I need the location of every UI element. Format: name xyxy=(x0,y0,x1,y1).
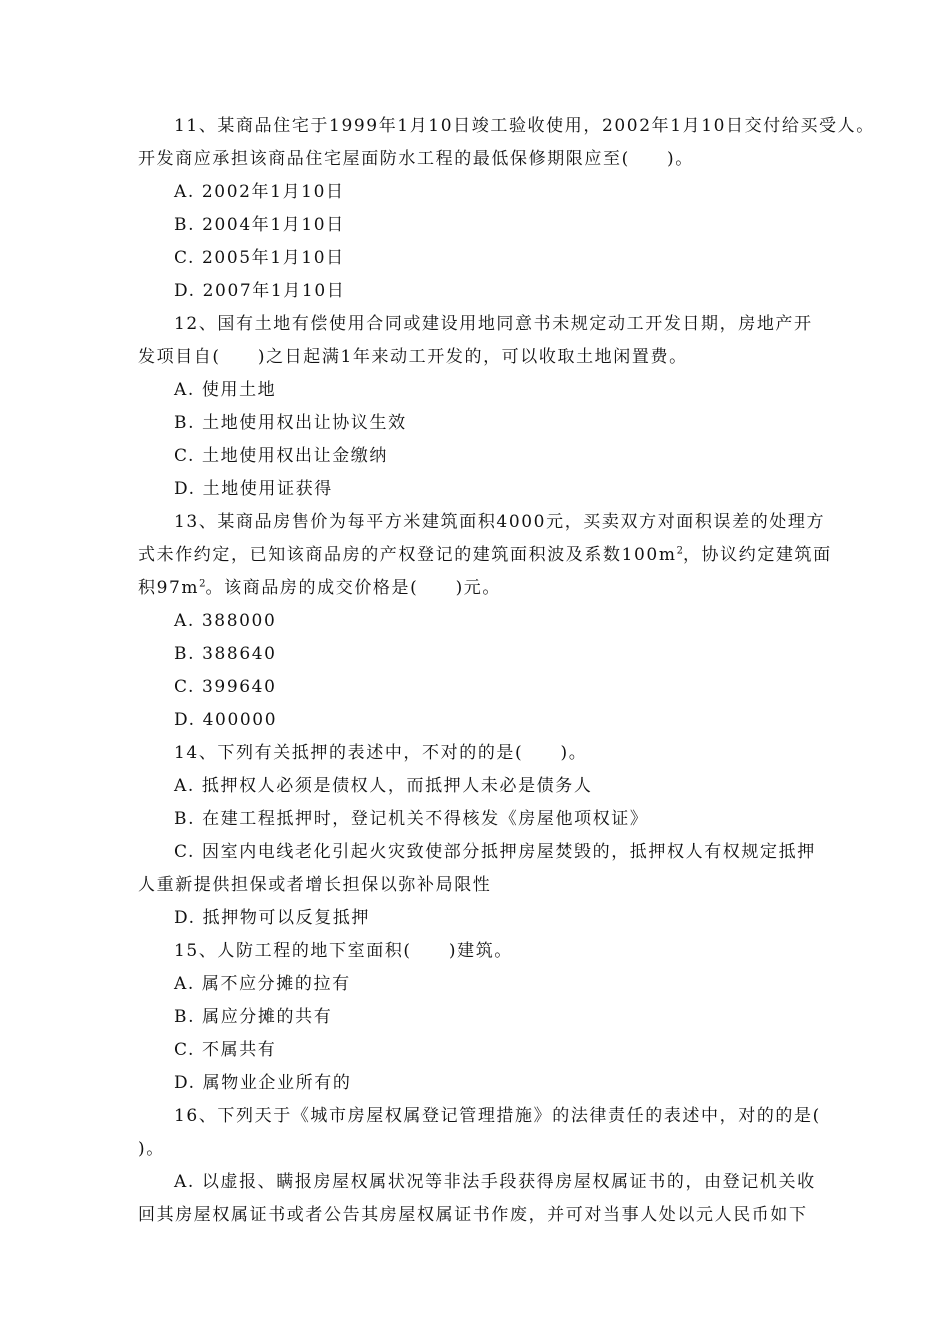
question-11-stem-line-2: 开发商应承担该商品住宅屋面防水工程的最低保修期限应至( )。 xyxy=(138,149,694,169)
question-14-option-d: D. 抵押物可以反复抵押 xyxy=(174,908,371,928)
question-12-stem-line-1: 12、国有土地有偿使用合同或建设用地同意书未规定动工开发日期，房地产开 xyxy=(174,314,813,334)
question-14-option-c-line-1: C. 因室内电线老化引起火灾致使部分抵押房屋焚毁的，抵押权人有权规定抵押 xyxy=(174,842,816,862)
question-13-stem-line-3-text: 积97m xyxy=(138,578,200,598)
question-15-option-a: A. 属不应分摊的拉有 xyxy=(174,974,351,994)
question-13-option-b: B. 388640 xyxy=(174,644,277,664)
question-15-option-d: D. 属物业企业所有的 xyxy=(174,1073,352,1093)
question-13-stem-line-2-text: 式未作约定，已知该商品房的产权登记的建筑面积波及系数100m xyxy=(138,545,677,565)
question-12-option-d: D. 土地使用证获得 xyxy=(174,479,333,499)
square-superscript: 2 xyxy=(676,545,683,557)
question-12-option-c: C. 土地使用权出让金缴纳 xyxy=(174,446,389,466)
question-11-option-d: D. 2007年1月10日 xyxy=(174,281,346,301)
question-16-stem-line-1: 16、下列天于《城市房屋权属登记管理措施》的法律责任的表述中，对的的是( xyxy=(174,1106,821,1126)
question-13-stem-line-2-tail: ，协议约定建筑面 xyxy=(682,545,832,565)
question-16-option-a-line-2: 回其房屋权属证书或者公告其房屋权属证书作废，并可对当事人处以元人民币如下 xyxy=(138,1205,808,1225)
question-15-option-b: B. 属应分摊的共有 xyxy=(174,1007,333,1027)
question-14-option-a: A. 抵押权人必须是债权人，而抵押人未必是债务人 xyxy=(174,776,593,796)
question-16-option-a-line-1: A. 以虚报、瞒报房屋权属状况等非法手段获得房屋权属证书的，由登记机关收 xyxy=(174,1172,816,1192)
question-13-stem-line-3-tail: 。该商品房的成交价格是( )元。 xyxy=(205,578,501,598)
question-16-stem-line-2: )。 xyxy=(138,1139,165,1159)
question-13-stem-line-1: 13、某商品房售价为每平方米建筑面积4000元，买卖双方对面积误差的处理方 xyxy=(174,512,826,532)
question-15-stem-line-1: 15、人防工程的地下室面积( )建筑。 xyxy=(174,941,513,961)
question-12-option-a: A. 使用土地 xyxy=(174,380,277,400)
question-11-option-a: A. 2002年1月10日 xyxy=(174,182,345,202)
question-13-option-d: D. 400000 xyxy=(174,710,278,730)
question-12-stem-line-2: 发项目自( )之日起满1年来动工开发的，可以收取土地闲置费。 xyxy=(138,347,688,367)
question-14-option-c-line-2: 人重新提供担保或者增长担保以弥补局限性 xyxy=(138,875,492,895)
question-11-option-b: B. 2004年1月10日 xyxy=(174,215,345,235)
question-11-stem-line-1: 11、某商品住宅于1999年1月10日竣工验收使用，2002年1月10日交付给买受人。 xyxy=(174,116,875,136)
question-12-option-b: B. 土地使用权出让协议生效 xyxy=(174,413,407,433)
question-13-stem-line-2 xyxy=(138,539,832,572)
question-15-option-c: C. 不属共有 xyxy=(174,1040,277,1060)
square-superscript: 2 xyxy=(199,578,206,590)
question-13-option-c: C. 399640 xyxy=(174,677,277,697)
question-13-option-a: A. 388000 xyxy=(174,611,277,631)
question-14-option-b: B. 在建工程抵押时，登记机关不得核发《房屋他项权证》 xyxy=(174,809,649,829)
question-14-stem-line-1: 14、下列有关抵押的表述中，不对的的是( )。 xyxy=(174,743,588,763)
question-13-stem-line-3 xyxy=(138,572,501,605)
question-11-option-c: C. 2005年1月10日 xyxy=(174,248,345,268)
